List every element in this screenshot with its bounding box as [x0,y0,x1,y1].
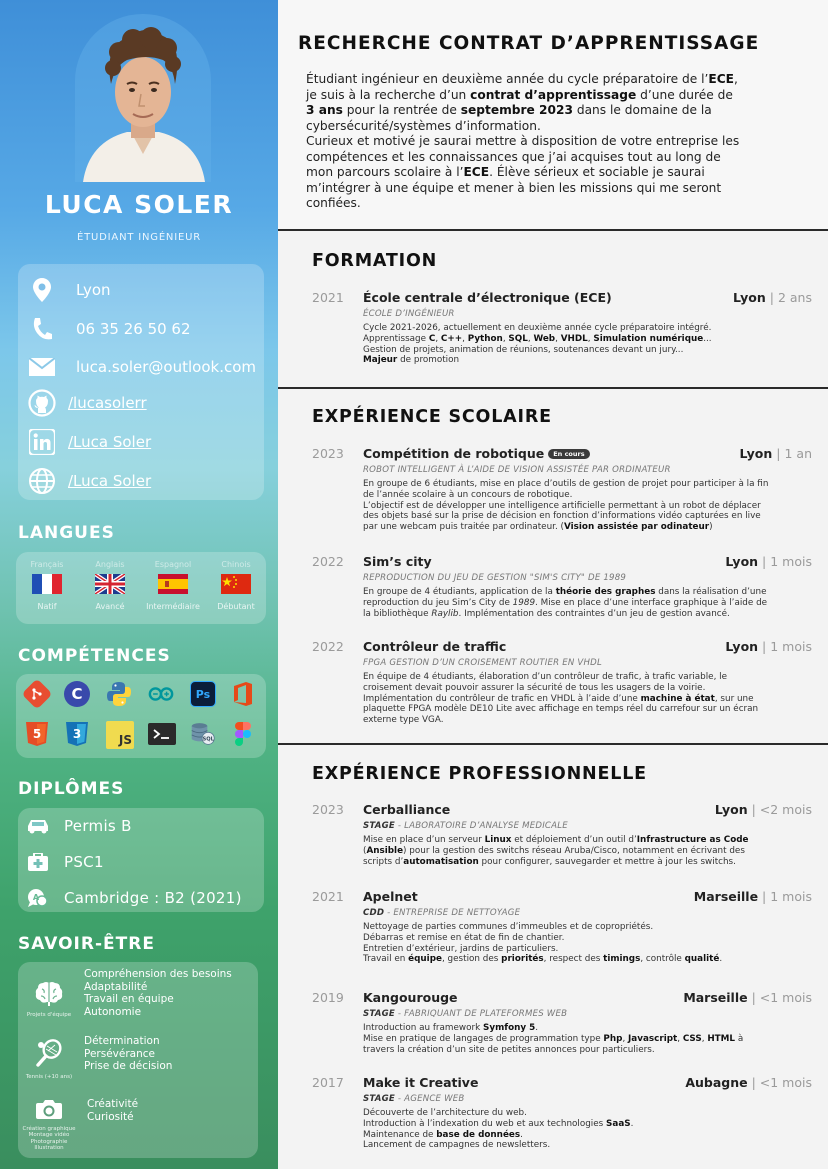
car-icon [26,818,50,834]
savoir-list: Compréhension des besoins Adaptabilité Travail en équipe Autonomie [84,968,232,1018]
speech-bubble-icon [26,888,50,908]
entry-location: Aubagne | <1 mois [685,1075,812,1090]
first-aid-icon [26,853,50,871]
lang-level: Avancé [95,602,125,611]
savoir-list: Créativité Curiosité [87,1098,139,1123]
pro-entry [312,889,812,979]
phone-icon [26,314,58,344]
sidebar [0,0,278,1169]
entry-location: Lyon | 1 mois [725,554,812,569]
entry-title: Sim’s city [363,554,432,569]
contact-website [26,466,151,496]
mail-icon [26,352,58,382]
langues-panel [16,552,266,624]
scolaire-title: EXPÉRIENCE SCOLAIRE [312,407,552,427]
pro-entry [312,990,812,1070]
linkedin-icon [26,427,58,457]
entry-description: En groupe de 4 étudiants, application de la théorie des graphes dans la réalisation d’une reproduction du jeu Sim’s City de 1989. Mise en place d’une interface graphique à l’aide de la bibliothèque Raylib. Implémentation des contraintes d’un jeu de gestion avancé. [363,587,768,619]
lang-anglais [79,552,141,611]
entry-description: Cycle 2021-2026, actuellement en deuxième année cycle préparatoire intégré. Apprentissage C, C++, Python, SQL, Web, VHDL, Simulation numérique... Gestion de projets, animation de réunions, soutenances devant un jury... Majeur de promotion [363,323,712,366]
lang-level: Débutant [217,602,255,611]
lang-francais [16,552,78,611]
entry-subtitle: ÉCOLE D’INGÉNIEUR [363,309,455,319]
svg-text:A: A [32,893,40,902]
entry-year: 2021 [312,290,344,305]
svg-text:SQL: SQL [202,736,214,743]
entry-title: Make it Creative [363,1075,479,1090]
location-pin-icon [26,275,58,305]
savoir-list: Détermination Persévérance Prise de décision [84,1035,173,1072]
competences-panel [16,674,266,758]
github-link[interactable]: /lucasolerr [68,394,147,412]
entry-year: 2023 [312,446,344,461]
contact-panel [18,264,264,500]
c-icon: C [64,681,90,707]
contact-email [26,352,256,382]
svg-text:5: 5 [32,727,42,741]
es-flag-icon [158,574,188,594]
photoshop-icon: Ps [190,681,216,707]
entry-location: Marseille | 1 mois [693,889,812,904]
entry-location: Lyon | 1 an [739,446,812,461]
html5-icon [24,721,50,747]
scolaire-entry [312,639,812,739]
savoir-caption: Projets d'équipe [26,1012,72,1018]
intro-paragraph: Étudiant ingénieur en deuxième année du cycle préparatoire de l’ECE, je suis à la recherche d’un contrat d’apprentissage d’une durée de 3 ans pour la rentrée de septembre 2023 dans le domaine de la cybersécurité/systèmes d’information. Curieux et motivé je saurai mettre à disposition de votre entreprise les compétences et les connaissances que j’ai acquises tout au long de mon parcours scolaire à l’ECE. Élève sérieux et sociable je saurai m’intégrer à une équipe et mener à bien les missions qui me seront confiées. [306,72,740,210]
entry-title: Contrôleur de traffic [363,639,507,654]
uk-flag-icon [95,574,125,594]
camera-icon [18,1098,80,1151]
git-icon [21,678,52,709]
diplome-item [26,813,132,839]
diplome-text: Cambridge : B2 (2021) [64,889,242,907]
css3-icon [64,721,90,747]
lang-chinois [205,552,267,611]
entry-title: Compétition de robotique En cours [363,446,590,461]
savoir-panel [18,962,258,1158]
lang-espagnol [142,552,204,611]
globe-icon [26,466,58,496]
entry-description: En groupe de 6 étudiants, mise en place d’outils de gestion de projet pour participer à la fin de l’année scolaire à un concours de robotique. L’objectif est de développer une intelligence artificielle permettant à un robot de déplacer des objets basé sur la prise de décision en fonction d’informations vidéo capturées en live par une webcam puis traitée par ordinateur. (Vision assistée par odinateur) [363,479,769,533]
main-content [278,0,828,1169]
savoir-title: SAVOIR-ÊTRE [18,934,155,954]
entry-description: Nettoyage de parties communes d’immeubles et de copropriétés. Débarras et remise en état de fin de chantier. Entretien d’extérieur, jardins de particuliers. Travail en équipe, gestion des priorités, respect des timings, contrôle qualité. [363,922,723,965]
savoir-caption: Tennis (+10 ans) [25,1074,73,1080]
page-title: RECHERCHE CONTRAT D’APPRENTISSAGE [298,33,760,54]
entry-year: 2023 [312,802,344,817]
javascript-icon: JS [106,721,134,749]
entry-subtitle: STAGE - AGENCE WEB [363,1094,465,1104]
lang-name: Espagnol [154,560,192,569]
entry-title: Kangourouge [363,990,458,1005]
competences-title: COMPÉTENCES [18,646,171,666]
fr-flag-icon [32,574,62,594]
lang-level: Intermédiaire [146,602,200,611]
entry-subtitle: REPRODUCTION DU JEU DE GESTION "SIM'S CITY" DE 1989 [363,573,627,583]
entry-year: 2019 [312,990,344,1005]
diplome-text: PSC1 [64,853,104,871]
entry-description: En équipe de 4 étudiants, élaboration d’un contrôleur de trafic, à trafic variable, le croisement devait pouvoir assurer la sécurité de tous les usagers de la voirie. Implémentation du contrôleur de trafic en VHDL à l’aide d’une machine à état, sur une plaquette FPGA modèle DE10 Lite avec affichage en temps réel du carrefour sur un écran externe type VGA. [363,672,759,726]
langues-title: LANGUES [18,523,115,543]
diplomes-title: DIPLÔMES [18,779,125,799]
terminal-icon [148,723,176,745]
entry-subtitle: STAGE - FABRIQUANT DE PLATEFORMES WEB [363,1009,568,1019]
cn-flag-icon [221,574,251,594]
office-icon [230,681,256,707]
email-text[interactable]: luca.soler@outlook.com [76,358,257,376]
entry-description: Mise en place d’un serveur Linux et déploiement d’un outil d’Infrastructure as Code (Ansible) pour la gestion des switchs réseau Aruba/Cisco, notamment en écrivant des scripts d’automatisation pour configurer, sauvegarder et mettre à jour les switchs. [363,835,749,867]
entry-year: 2021 [312,889,344,904]
sql-icon [190,721,216,747]
entry-year: 2022 [312,554,344,569]
entry-subtitle: CDD - ENTREPRISE DE NETTOYAGE [363,908,521,918]
python-icon [106,681,132,707]
entry-location: Lyon | 1 mois [725,639,812,654]
entry-location: Lyon | <2 mois [714,802,812,817]
arduino-icon [148,681,174,707]
tennis-racket-icon [18,1038,80,1080]
diplome-item [26,885,242,911]
scolaire-entry [312,446,812,546]
status-badge: En cours [548,449,589,459]
diplome-item [26,849,104,875]
pro-entry [312,802,812,882]
diplomes-panel [18,808,264,912]
entry-title: École centrale d’électronique (ECE) [363,290,612,305]
profile-photo [75,14,211,182]
person-subtitle: ÉTUDIANT INGÉNIEUR [77,232,201,243]
entry-year: 2022 [312,639,344,654]
city-text: Lyon [76,281,111,299]
entry-location: Lyon | 2 ans [733,290,812,305]
github-icon [26,388,58,418]
svg-text:3: 3 [72,727,82,741]
entry-title: Apelnet [363,889,418,904]
entry-year: 2017 [312,1075,344,1090]
entry-description: Introduction au framework Symfony 5. Mise en pratique de langages de programmation type Php, Javascript, CSS, HTML à travers la création d’un site de petites annonces pour particuliers. [363,1023,744,1055]
linkedin-link[interactable]: /Luca Soler [68,433,152,451]
contact-city [26,275,111,305]
entry-subtitle: ROBOT INTELLIGENT À L’AIDE DE VISION ASSISTÉE PAR ORDINATEUR [363,465,671,475]
website-link[interactable]: /Luca Soler [68,472,152,490]
savoir-caption: Création graphique Montage vidéo Photographie Illustration [22,1126,76,1151]
contact-linkedin [26,427,151,457]
brain-icon [18,980,80,1018]
formation-title: FORMATION [312,251,438,271]
contact-github [26,388,147,418]
diplome-text: Permis B [64,817,132,835]
lang-level: Natif [37,602,57,611]
pro-entry [312,1075,812,1165]
scolaire-entry [312,554,812,634]
person-name: LUCA SOLER [44,190,234,219]
contact-phone [26,314,191,344]
phone-text[interactable]: 06 35 26 50 62 [76,320,191,338]
entry-title: Cerballiance [363,802,451,817]
entry-subtitle: FPGA GESTION D’UN CROISEMENT ROUTIER EN VHDL [363,658,602,668]
entry-subtitle: STAGE - LABORATOIRE D’ANALYSE MEDICALE [363,821,568,831]
formation-entry [312,290,812,380]
lang-name: Anglais [95,560,125,569]
lang-name: Chinois [221,560,251,569]
entry-location: Marseille | <1 mois [683,990,812,1005]
lang-name: Français [30,560,64,569]
pro-title: EXPÉRIENCE PROFESSIONNELLE [312,764,647,784]
figma-icon [230,721,256,747]
entry-description: Découverte de l’architecture du web. Introduction à l’indexation du web et aux technologies SaaS. Maintenance de base de données. Lancement de campagnes de newsletters. [363,1108,634,1151]
